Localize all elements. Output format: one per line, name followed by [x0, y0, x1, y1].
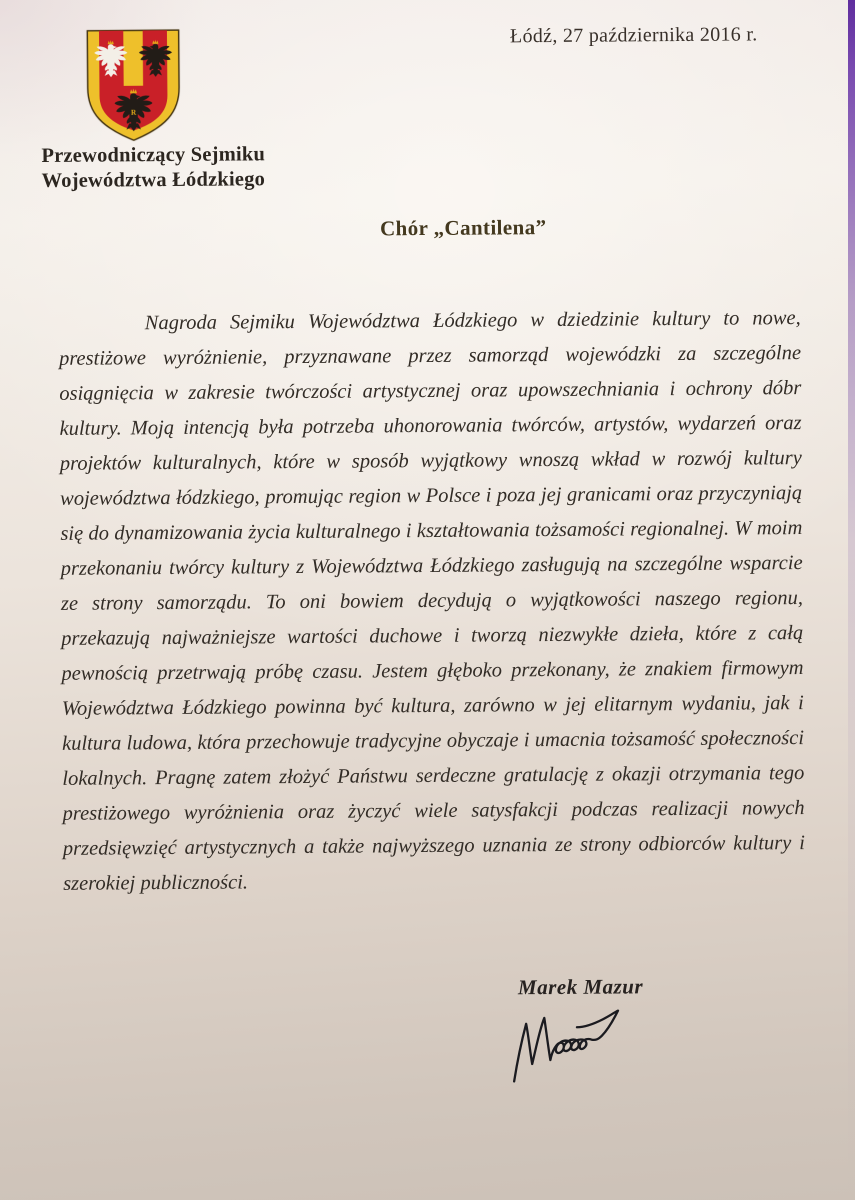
coat-of-arms [84, 27, 182, 145]
sender-title-line1: Przewodniczący Sejmiku [41, 143, 266, 168]
signer-name: Marek Mazur [517, 974, 644, 1000]
recipient-heading: Chór „Cantilena” [379, 215, 547, 241]
photo-background-edge [848, 0, 855, 1200]
voivodeship-crest-icon [84, 27, 182, 145]
eagle-chest-letter: R [130, 108, 137, 117]
signature-scribble-icon [500, 1000, 683, 1095]
date-line: Łódź, 27 października 2016 r. [509, 23, 758, 48]
sender-title-line2: Województwa Łódzkiego [41, 167, 266, 192]
sender-title [41, 142, 265, 193]
letter-body: Nagroda Sejmiku Województwa Łódzkiego w dziedzinie kultury to nowe, prestiżowe wyróżnienie, przyznawane przez samorząd wojewódzki za szczególne osiągnięcia w zakresie twórczości artystycznej oraz upowszechniania i ochrony dóbr kultury. Moją intencją była potrzeba uhonorowania twórców, artystów, wydarzeń oraz projektów kulturalnych, które w sposób wyjątkowy wnoszą wkład w rozwój kultury województwa łódzkiego, promując region w Polsce i poza jej granicami oraz przyczyniają się do dynamizowania życia kulturalnego i kształtowania tożsamości regionalnej. W moim przekonaniu twórcy kultury z Województwa Łódzkiego zasługują na szczególne wsparcie ze strony samorządu. To oni bowiem decydują o wyjątkowości naszego regionu, przekazują najważniejsze wartości duchowe i tworzą niezwykłe dzieła, które z całą pewnością przetrwają próbę czasu. Jestem głęboko przekonany, że znakiem firmowym Województwa Łódzkiego powinna być kultura, zarówno w jej elitarnym wydaniu, jak i kultura ludowa, która przechowuje tradycyjne obyczaje i umacnia tożsamość społeczności lokalnych. Pragnę zatem złożyć Państwu serdeczne gratulację z okazji otrzymania tego prestiżowego wyróżnienia oraz życzyć wiele satysfakcji podczas realizacji nowych przedsięwzięć artystycznych a także najwyższego uznania ze strony odbiorców kultury i szerokiej publiczności. [58, 306, 805, 895]
handwritten-signature [500, 1000, 683, 1095]
